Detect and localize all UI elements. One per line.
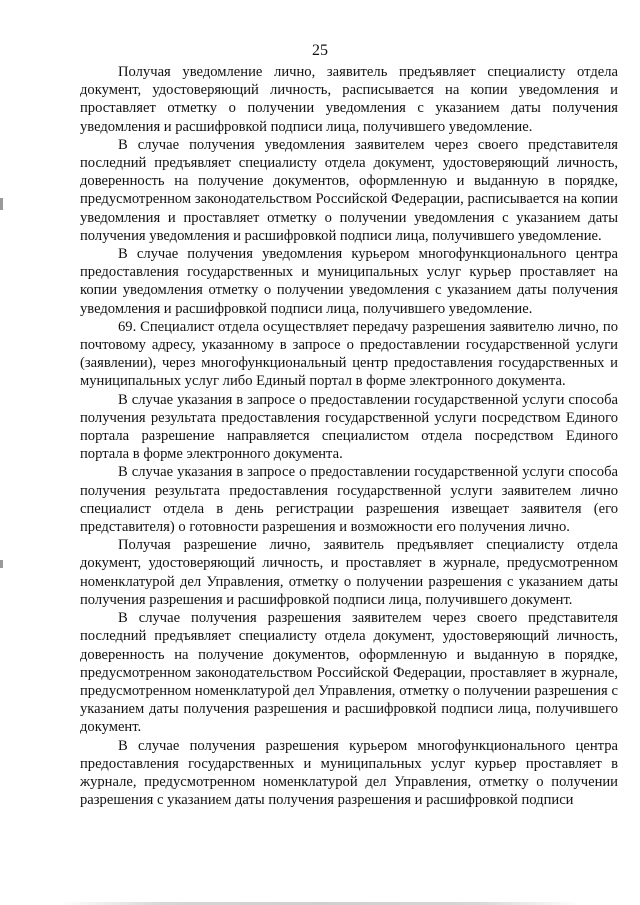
paragraph-permit-representative: В случае получения разрешения заявителем через своего представителя последний предъявляет специалисту отдела документ, удостоверяющий личность, доверенность на получение документов, оформленную и выданную в порядке, предусмотренном законодательством Российской Федерации, проставляет в журнале, предусмотренном номенклатурой дел Управления, отметку о получении разрешения с указанием даты получения разрешения и расшифровкой подписи лица, получившего документ. [80,610,618,736]
paragraph-personal-pickup: В случае указания в запросе о предоставлении государственной услуги способа получения результата предоставления государственной услуги заявителем лично специалист отдела в день регистрации разрешения извещает заявителя (его представителя) о готовности разрешения и возможности его получения лично. [80,464,618,536]
paragraph-permit-personal: Получая разрешение лично, заявитель предъявляет специалисту отдела документ, удостоверяющий личность, и проставляет в журнале, предусмотренном номенклатурой дел Управления, отметку о получении разрешения с указанием даты получения разрешения и расшифровкой подписи лица, получившего документ. [80,537,618,608]
paragraph-permit-courier: В случае получения разрешения курьером многофункционального центра предоставления государственных и муниципальных услуг курьер проставляет в журнале, предусмотренном номенклатурой дел Управления, отметку о получении разрешения с указанием даты получения разрешения и расшифровкой подписи [80,737,618,809]
scan-edge-mark [0,198,3,210]
paragraph-unified-portal: В случае указания в запросе о предоставлении государственной услуги способа получения результата предоставления государственной услуги посредством Единого портала разрешение направляется специалистом отдела посредством Единого портала в форме электронного документа. [80,391,618,463]
paragraph-notice-personal: Получая уведомление лично, заявитель предъявляет специалисту отдела документ, удостоверяющий личность, расписывается на копии уведомления и проставляет отметку о получении уведомления с указанием даты получения уведомления и расшифровкой подписи лица, получившего уведомление. [80,64,618,135]
paragraph-clause-69: 69. Специалист отдела осуществляет передачу разрешения заявителю лично, по почтовому адресу, указанному в запросе о предоставлении государственной услуги (заявлении), через многофункциональный центр предоставления государственных и муниципальных услуг либо Единый портал в форме электронного документа. [80,318,618,390]
paragraph-notice-representative: В случае получения уведомления заявителем через своего представителя последний предъявляет специалисту отдела документ, удостоверяющий личность, доверенность на получение документов, оформленную и выданную в порядке, предусмотренном законодательством Российской Федерации, расписывается на копии уведомления и проставляет отметку о получении уведомления с указанием даты получения уведомления и расшифровкой подписи лица, получившего уведомление. [80,136,618,244]
scan-edge-mark [0,560,3,568]
paragraph-notice-courier: В случае получения уведомления курьером многофункционального центра предоставления государственных и муниципальных услуг курьер проставляет на копии уведомления отметку о получении уведомления с указанием даты получения уведомления и расшифровкой подписи лица, получившего уведомление. [80,246,618,317]
page-number: 25 [312,42,328,59]
document-body [80,63,618,809]
